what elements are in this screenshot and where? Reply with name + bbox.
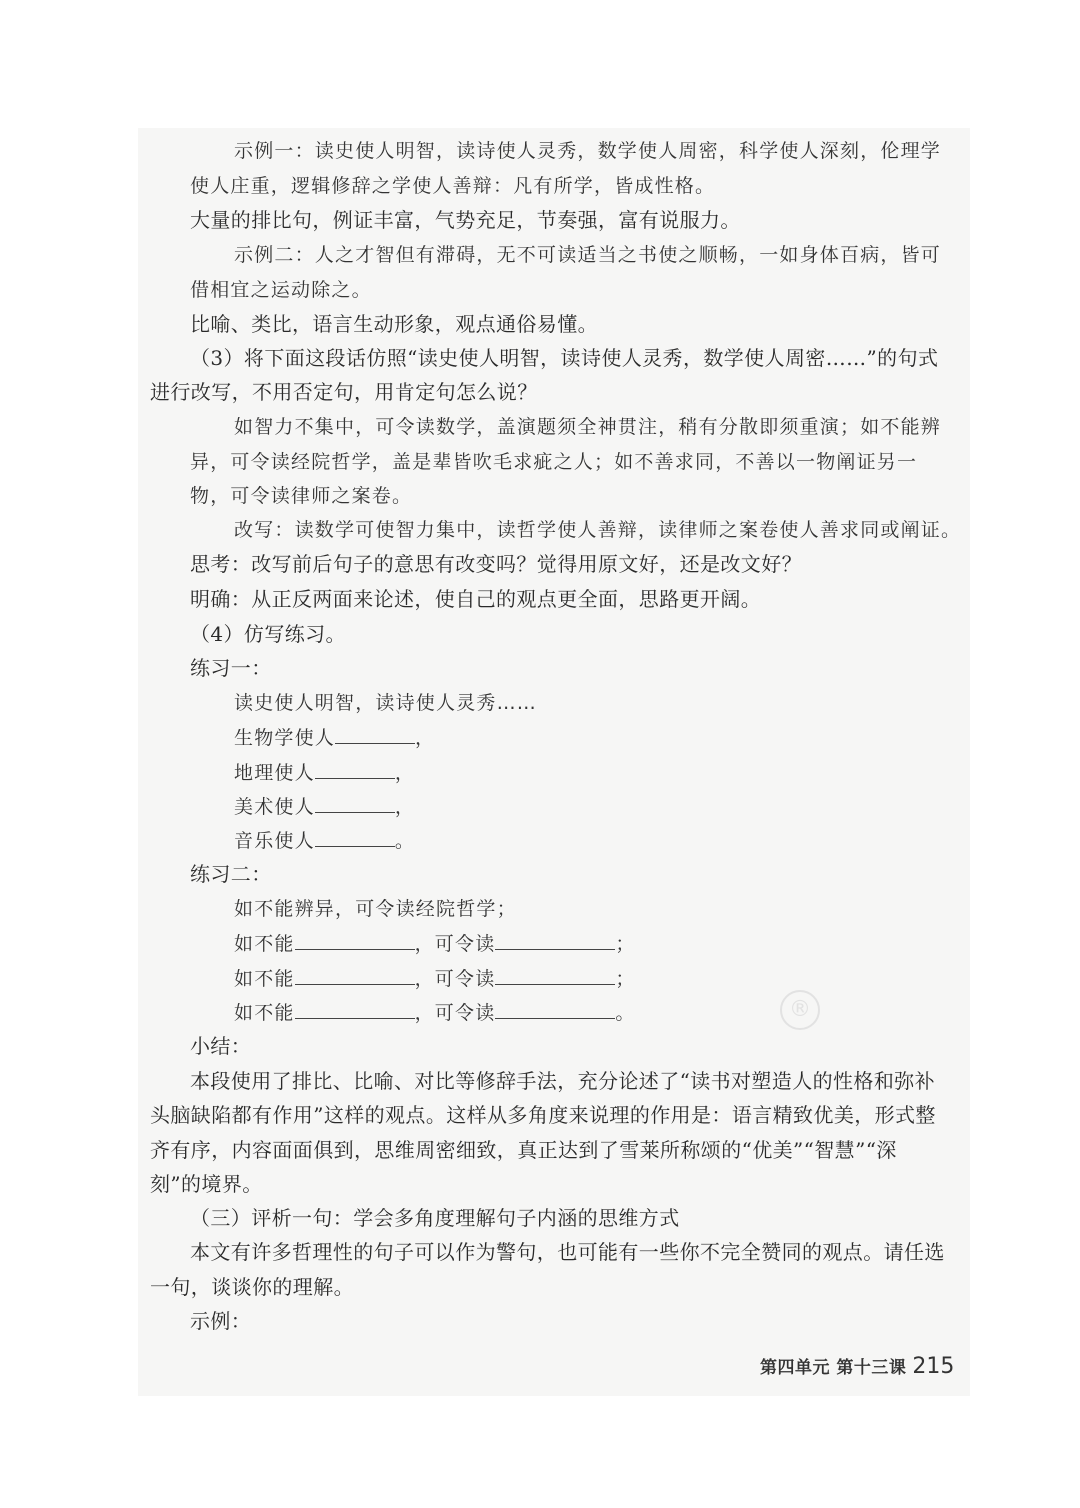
item-label: 如不能 — [234, 968, 295, 990]
passage-line-2: 异，可令读经院哲学，盖是辈皆吹毛求疵之人；如不善求同，不善以一物阐证另一 — [190, 451, 918, 473]
clarify-line: 明确：从正反两面来论述，使自己的观点更全面，思路更开阔。 — [190, 587, 762, 611]
exercise-one-title: 练习一： — [190, 656, 272, 680]
item-label: ，可令读 — [414, 968, 496, 990]
summary-line-4: 刻”的境界。 — [150, 1172, 263, 1196]
exercise-one-prompt: 读史使人明智，读诗使人灵秀…… — [234, 692, 538, 714]
example-one-line-2: 使人庄重，逻辑修辞之学使人善辩：凡有所学，皆成性格。 — [190, 175, 716, 197]
exercise-two-title: 练习二： — [190, 862, 272, 886]
item-punct: 。 — [615, 1002, 636, 1024]
section-three-line-1: 本文有许多哲理性的句子可以作为警句，也可能有一些你不完全赞同的观点。请任选 — [190, 1240, 945, 1264]
answer-blank[interactable] — [335, 723, 415, 744]
item-label: 生物学使人 — [234, 727, 336, 749]
item-label: ，可令读 — [414, 933, 496, 955]
question-3-line-2: 进行改写，不用否定句，用肯定句怎么说？ — [150, 380, 538, 404]
rewrite-line: 改写：读数学可使智力集中，读哲学使人善辩，读律师之案卷使人善求同或阐证。 — [234, 519, 962, 541]
page-number: 215 — [912, 1354, 955, 1379]
example-one-comment: 大量的排比句，例证丰富，气势充足，节奏强，富有说服力。 — [190, 208, 741, 232]
exercise-one-item-music — [234, 826, 415, 855]
answer-blank[interactable] — [495, 964, 615, 985]
answer-blank[interactable] — [315, 792, 395, 813]
item-punct: ， — [394, 796, 416, 818]
unit-lesson-label: 第四单元 第十三课 — [760, 1358, 907, 1378]
question-3-line-1: （3）将下面这段话仿照“读史使人明智，读诗使人灵秀，数学使人周密……”的句式 — [190, 346, 939, 370]
example-one-line-1: 示例一：读史使人明智，读诗使人灵秀，数学使人周密，科学使人深刻，伦理学 — [234, 140, 942, 162]
example-two-line-2: 借相宜之运动除之。 — [190, 279, 372, 301]
summary-title: 小结： — [190, 1034, 252, 1058]
passage-line-3: 物，可令读律师之案卷。 — [190, 485, 413, 507]
summary-line-3: 齐有序，内容面面俱到，思维周密细致，真正达到了雪莱所称颂的“优美”“智慧”“深 — [150, 1138, 897, 1162]
summary-line-1: 本段使用了排比、比喻、对比等修辞手法，充分论述了“读书对塑造人的性格和弥补 — [190, 1069, 936, 1093]
item-punct: 。 — [394, 830, 416, 852]
answer-blank[interactable] — [295, 929, 415, 950]
answer-blank[interactable] — [495, 998, 615, 1019]
exercise-one-item-geography — [234, 758, 415, 787]
passage-line-1: 如智力不集中，可令读数学，盖演题须全神贯注，稍有分散即须重演；如不能辨 — [234, 416, 942, 438]
example-two-line-1: 示例二：人之才智但有滞碍，无不可读适当之书使之顺畅，一如身体百病，皆可 — [234, 244, 942, 266]
item-label: 地理使人 — [234, 762, 315, 784]
page-footer — [760, 1353, 954, 1379]
item-label: 音乐使人 — [234, 830, 315, 852]
question-4-title: （4）仿写练习。 — [190, 622, 346, 646]
item-punct: ； — [615, 933, 636, 955]
item-punct: ， — [415, 727, 436, 749]
item-label: ，可令读 — [414, 1002, 496, 1024]
item-label: 如不能 — [234, 1002, 295, 1024]
answer-blank[interactable] — [295, 964, 415, 985]
exercise-two-item-2 — [234, 964, 636, 993]
exercise-two-item-3 — [234, 998, 636, 1027]
answer-blank[interactable] — [315, 758, 395, 779]
exercise-one-item-art — [234, 792, 415, 821]
section-three-line-2: 一句，谈谈你的理解。 — [150, 1275, 354, 1299]
item-label: 美术使人 — [234, 796, 315, 818]
answer-blank[interactable] — [495, 929, 615, 950]
answer-blank[interactable] — [295, 998, 415, 1019]
example-two-comment: 比喻、类比，语言生动形象，观点通俗易懂。 — [190, 312, 598, 336]
example-label: 示例： — [190, 1309, 252, 1333]
answer-blank[interactable] — [315, 826, 395, 847]
exercise-two-item-1 — [234, 929, 636, 958]
item-punct: ； — [615, 968, 636, 990]
summary-line-2: 头脑缺陷都有作用”这样的观点。这样从多角度来说理的作用是：语言精致优美，形式整 — [150, 1103, 936, 1127]
exercise-one-item-biology — [234, 723, 435, 752]
thinking-line: 思考：改写前后句子的意思有改变吗？觉得用原文好，还是改文好？ — [190, 552, 802, 576]
item-label: 如不能 — [234, 933, 295, 955]
exercise-two-prompt: 如不能辨异，可令读经院哲学； — [234, 898, 517, 920]
section-three-heading: （三）评析一句：学会多角度理解句子内涵的思维方式 — [190, 1206, 680, 1230]
item-punct: ， — [394, 762, 416, 784]
registered-watermark: ® — [780, 990, 820, 1030]
